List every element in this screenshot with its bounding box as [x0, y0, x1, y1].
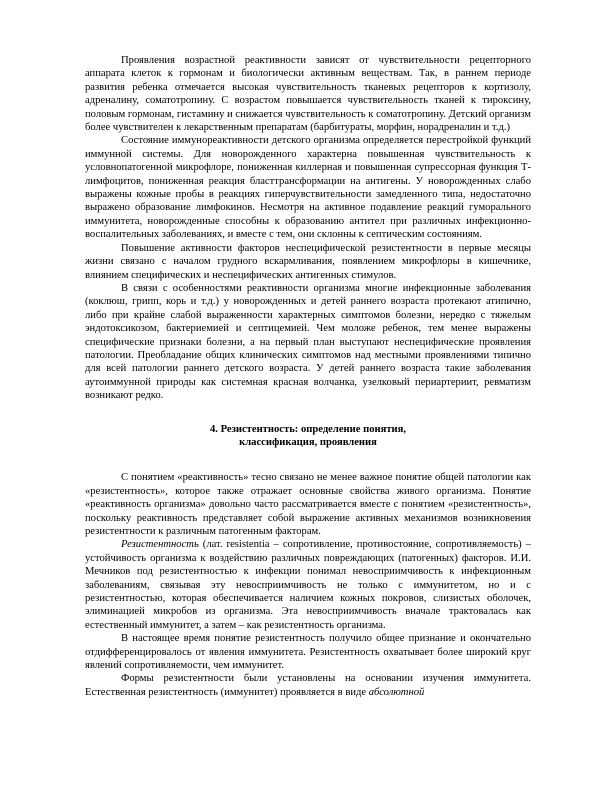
resistance-term: Резистентность — [121, 539, 199, 551]
paragraph-infectious-diseases: В связи с особенностями реактивности организма многие инфекционные заболевания (коклюш, грипп, корь и т.д.) у новорожденных и детей раннего возраста протекают атипично, либо при крайне слабой выраженности характерных симптомов болезни, нередко с тяжелым эндотоксикозом, бактериемией и септицемией. Чем моложе ребенок, тем менее выражены специфические признаки болезни, а на первый план выступают неспецифические проявления патологии. Преобладание общих клинических симптомов над местными проявлениями типично для всей патологии раннего детского возраста. У детей раннего возраста такие заболевания аутоиммунной природы как системная красная волчанка, узелковый периартериит, ревматизм возникают редко. — [85, 282, 531, 402]
resistance-definition-text: (лат. resistentia – сопротивление, противостояние, сопротивляемость) – устойчивость организма к воздействию различных повреждающих (патогенных) факторов. И.И. Мечников под резистентностью к инфекции понимал невосприимчивость к инфекционным заболеваниям, связывая эту невосприимчивость не только с иммунитетом, но и с резистентностью, которая обеспечивается наличием кожных покровов, слизистых оболочек, элиминацией микробов из организма. Эта невосприимчивость вначале трактовалась как естественный иммунитет, а затем – как резистентность организма. — [85, 539, 531, 631]
page-content — [85, 54, 531, 699]
section-heading-line1: 4. Резистентность: определение понятия, — [209, 423, 407, 435]
resistance-forms-text: Формы резистентности были установлены на основании изучения иммунитета. Естественная резистентность (иммунитет) проявляется в виде — [85, 673, 531, 698]
section-heading-line2: классификация, проявления — [239, 436, 377, 448]
section-heading — [85, 423, 531, 450]
paragraph-receptor-sensitivity: Проявления возрастной реактивности зависят от чувствительности рецепторного аппарата клеток к гормонам и биологически активным веществам. Так, в раннем периоде развития ребенка отмечается высокая чувствительность тканевых рецепторов к кортизолу, адреналину, соматотропину. С возрастом повышается чувствительность тканей к тироксину, половым гормонам, гистамину и снижается чувствительность к соматотропину. Детский организм более чувствителен к лекарственным препаратам (барбитураты, морфин, норадреналин и т.д.) — [85, 55, 531, 134]
paragraph-resistance-definition — [85, 538, 531, 632]
paragraph-immunoreactivity: Состояние иммунореактивности детского организма определяется перестройкой функций иммунной системы. Для новорожденного характерна повышенная чувствительность к условнопатогенной микрофлоре, пониженная киллерная и повышенная супрессорная функция Т-лимфоцитов, пониженная реакция бласттрансформации на антигены. У новорожденных слабо выражены кожные пробы в реакциях гиперчувствительности замедленного типа, недостаточно выражено образование лимфокинов. Несмотря на активное подавление реакций гуморального иммунитета, новорожденные способны к образованию антител при различных инфекционно-воспалительных заболеваниях, и вместе с тем, они склонны к септическим состояниям. — [85, 135, 531, 241]
paragraph-reactivity-resistance: С понятием «реактивность» тесно связано не менее важное понятие общей патологии как «резистентность», которое также отражает основные свойства живого организма. Понятие «реактивность организма» довольно часто рассматривается вместе с понятием «резистентность», поскольку реактивность представляет собой выражение активных механизмов возникновения резистентности к различным патогенным факторам. — [85, 472, 531, 537]
resistance-forms-emphasis: абсолютной — [368, 686, 425, 698]
paragraph-resistance-forms — [85, 672, 531, 699]
paragraph-current-understanding: В настоящее время понятие резистентность получило общее признание и окончательно отдифференцировалось от явления иммунитета. Резистентность охватывает более широкий круг явлений сопротивляемости, чем иммунитет. — [85, 633, 531, 672]
paragraph-nonspecific-resistance: Повышение активности факторов неспецифической резистентности в первые месяцы жизни связано с началом грудного вскармливания, появлением микрофлоры в кишечнике, влиянием специфических и неспецифических антигенных стимулов. — [85, 242, 531, 281]
